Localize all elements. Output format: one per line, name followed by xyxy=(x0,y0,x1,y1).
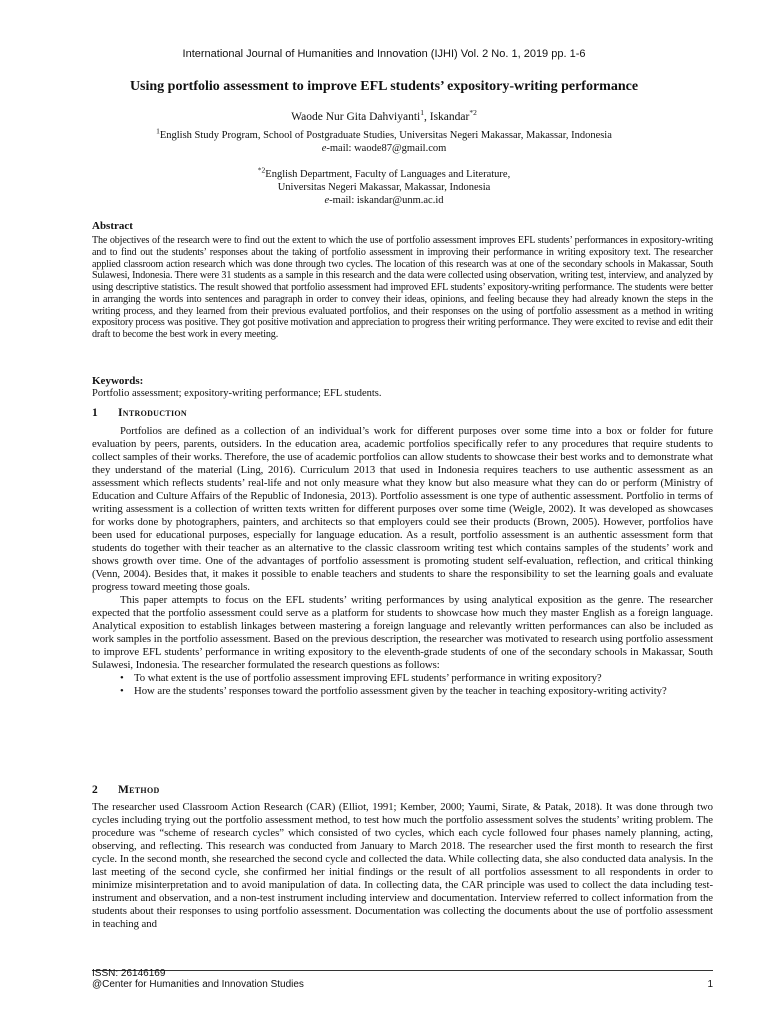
email-line xyxy=(0,194,768,207)
abstract-heading: Abstract xyxy=(92,220,133,232)
author-mark: *2 xyxy=(469,108,477,118)
section-number: 2 xyxy=(92,784,99,796)
affiliation-text: English Department, Faculty of Languages and Literature, xyxy=(265,169,511,180)
page-number: 1 xyxy=(707,979,713,990)
email-label: e xyxy=(324,195,330,206)
paragraph: Portfolios are defined as a collection of an individual’s work for different purposes over some time into a box or folder for future evaluation by peers, parents, outsiders. In the education area, academic portfolios specifically refer to any procedures that require students to collect samples of their works. Therefore, the use of academic portfolios can allow students to showcase their best works and to demonstrate what they understand of the material (Ling, 2016). Curriculum 2013 that used in Indonesia requires teachers to use authentic assessment as an assessment which reflects students’ real-life and not only measure what they know but also measure what they can do or perform (Ministry of Education and Culture Affairs of the Republic of Indonesia, 2013). Portfolio assessment is one type of authentic assessment. Portfolio in terms of writing assessment is a collection of written texts written for different purposes over some time (Weigle, 2002). It was developed as showcases for works done by photographers, painters, and architects so that employers could see their products (Brown, 2005). However, portfolios have been used for educational purposes, especially for language education. As a result, portfolio assessment is an authentic assessment form that students do together with their teacher as an alternative to the classic classroom writing test which contains samples of the students’ work and shows growth over time. One of the advantages of portfolio assessment is promoting student self-evaluation, reflection, and critical thinking (Venn, 2004). Besides that, it makes it possible to enable teachers and students to share the responsibility to set the learning goals and evaluate progress toward meeting those goals. xyxy=(92,425,713,594)
list-item xyxy=(120,685,713,698)
email-label: e xyxy=(321,143,327,154)
bullet: • xyxy=(120,685,124,698)
method-body xyxy=(92,801,713,931)
author-separator: , xyxy=(423,111,430,123)
author-name: Waode Nur Gita Dahviyanti xyxy=(291,111,421,123)
section-heading-method xyxy=(92,784,160,796)
section-title: Method xyxy=(118,784,160,796)
author-line xyxy=(0,108,768,123)
paper-title: Using portfolio assessment to improve EFL students’ expository-writing performance xyxy=(129,79,639,94)
affiliation-1 xyxy=(0,126,768,155)
email-line xyxy=(0,142,768,155)
section-number: 1 xyxy=(92,407,99,419)
email-text: -mail: iskandar@unm.ac.id xyxy=(329,195,444,206)
footer-divider xyxy=(92,970,713,971)
affiliation-text: Universitas Negeri Makassar, Makassar, Indonesia xyxy=(277,182,491,193)
section-heading-introduction xyxy=(92,407,187,419)
affiliation-2 xyxy=(0,165,768,207)
list-item-text: How are the students’ responses toward the portfolio assessment given by the teacher in teaching expository-writing activity? xyxy=(134,685,667,698)
footer-copyright: @Center for Humanities and Innovation Studies xyxy=(92,979,304,990)
section-title: Introduction xyxy=(118,407,187,419)
list-item-text: To what extent is the use of portfolio assessment improving EFL students’ performance in writing expository? xyxy=(134,672,602,685)
footer-issn: ISSN: 26146169 xyxy=(92,968,166,979)
keywords-text: Portfolio assessment; expository-writing performance; EFL students. xyxy=(92,388,382,399)
affiliation-text: English Study Program, School of Postgraduate Studies, Universitas Negeri Makassar, Makassar, Indonesia xyxy=(159,130,612,141)
paragraph: The researcher used Classroom Action Research (CAR) (Elliot, 1991; Kember, 2000; Yaumi, Sirate, & Patak, 2018). It was done through two cycles including trying out the portfolio assessment method, to test how much the portfolio assessment solves the students’ writing problem. The procedure was “scheme of research cycles” which consisted of two cycles, which each cycle followed four phases namely planning, acting, observing, and reflecting. This research was conducted from January to March 2018. The researcher used the first month to research the first cycle. In the second month, she researched the second cycle and collected the data. While collecting data, she also conducted data analysis. In the last meeting of the second cycle, she confirmed her initial findings or the result of all portfolios assessment to all respondents in order to minimize misinterpretation and to avoid manipulation of data. In collecting data, the CAR principle was used to collect the data including test-instrument and observation, and a non-test instrument including interview and documentation. Interview referred to collect information from the students about their responses to using portfolio assessment. Documentation was collecting the documents about the use of portfolio assessment in teaching and xyxy=(92,801,713,931)
journal-header: International Journal of Humanities and Innovation (IJHI) Vol. 2 No. 1, 2019 pp. 1-6 xyxy=(182,48,586,60)
research-questions-list xyxy=(92,672,713,698)
author-name: Iskandar xyxy=(429,111,470,123)
list-item xyxy=(120,672,713,685)
affiliation-mark: *2 xyxy=(257,165,266,175)
abstract-text: The objectives of the research were to find out the extent to which the use of portfolio assessment improves EFL students’ performances in expository-writing and to find out the students’ responses about the taking of portfolio assessment in improving their performance in writing expository text. The researcher applied classroom action research which was done through two cycles. The location of this research was at one of the secondary schools in Makassar, South Sulawesi, Indonesia. There were 31 students as a sample in this research and the data were collected using observation, writing test, interview, and analyzed by using descriptive statistics. The result showed that portfolio assessment had improved EFL students’ expository-writing performance. The students were better in arranging the words into sentences and paragraph in order to convey their ideas, opinions, and feeling because they had already known the steps in the writing process, and they learned from their previous evaluated portfolios, and their responses on the using of portfolio assessment as a method in writing expository process was positive. They got positive motivation and appreciation to progress their writing performance. They were excited to revise and edit their draft to become the best work in every meeting. xyxy=(92,235,713,340)
author-mark: 1 xyxy=(420,108,424,118)
paragraph: This paper attempts to focus on the EFL students’ writing performances by using analytical exposition as the genre. The researcher expected that the portfolio assessment could serve as a platform for students to showcase how much they master English as a foreign language. Analytical exposition to establish linkages between mastering a foreign language and relevantly written performances can also be included as work samples in the portfolio assessment. Based on the previous description, the researcher was motivated to research using portfolio assessment to improve EFL students’ performance in writing expository to the eleventh-grade students of one of the secondary schools in Makassar, South Sulawesi, Indonesia. The researcher formulated the research questions as follows: xyxy=(92,594,713,672)
email-text: -mail: waode87@gmail.com xyxy=(326,143,447,154)
bullet: • xyxy=(120,672,124,685)
affiliation-mark: 1 xyxy=(156,126,160,136)
keywords-heading: Keywords: xyxy=(92,375,144,387)
introduction-body xyxy=(92,425,713,698)
